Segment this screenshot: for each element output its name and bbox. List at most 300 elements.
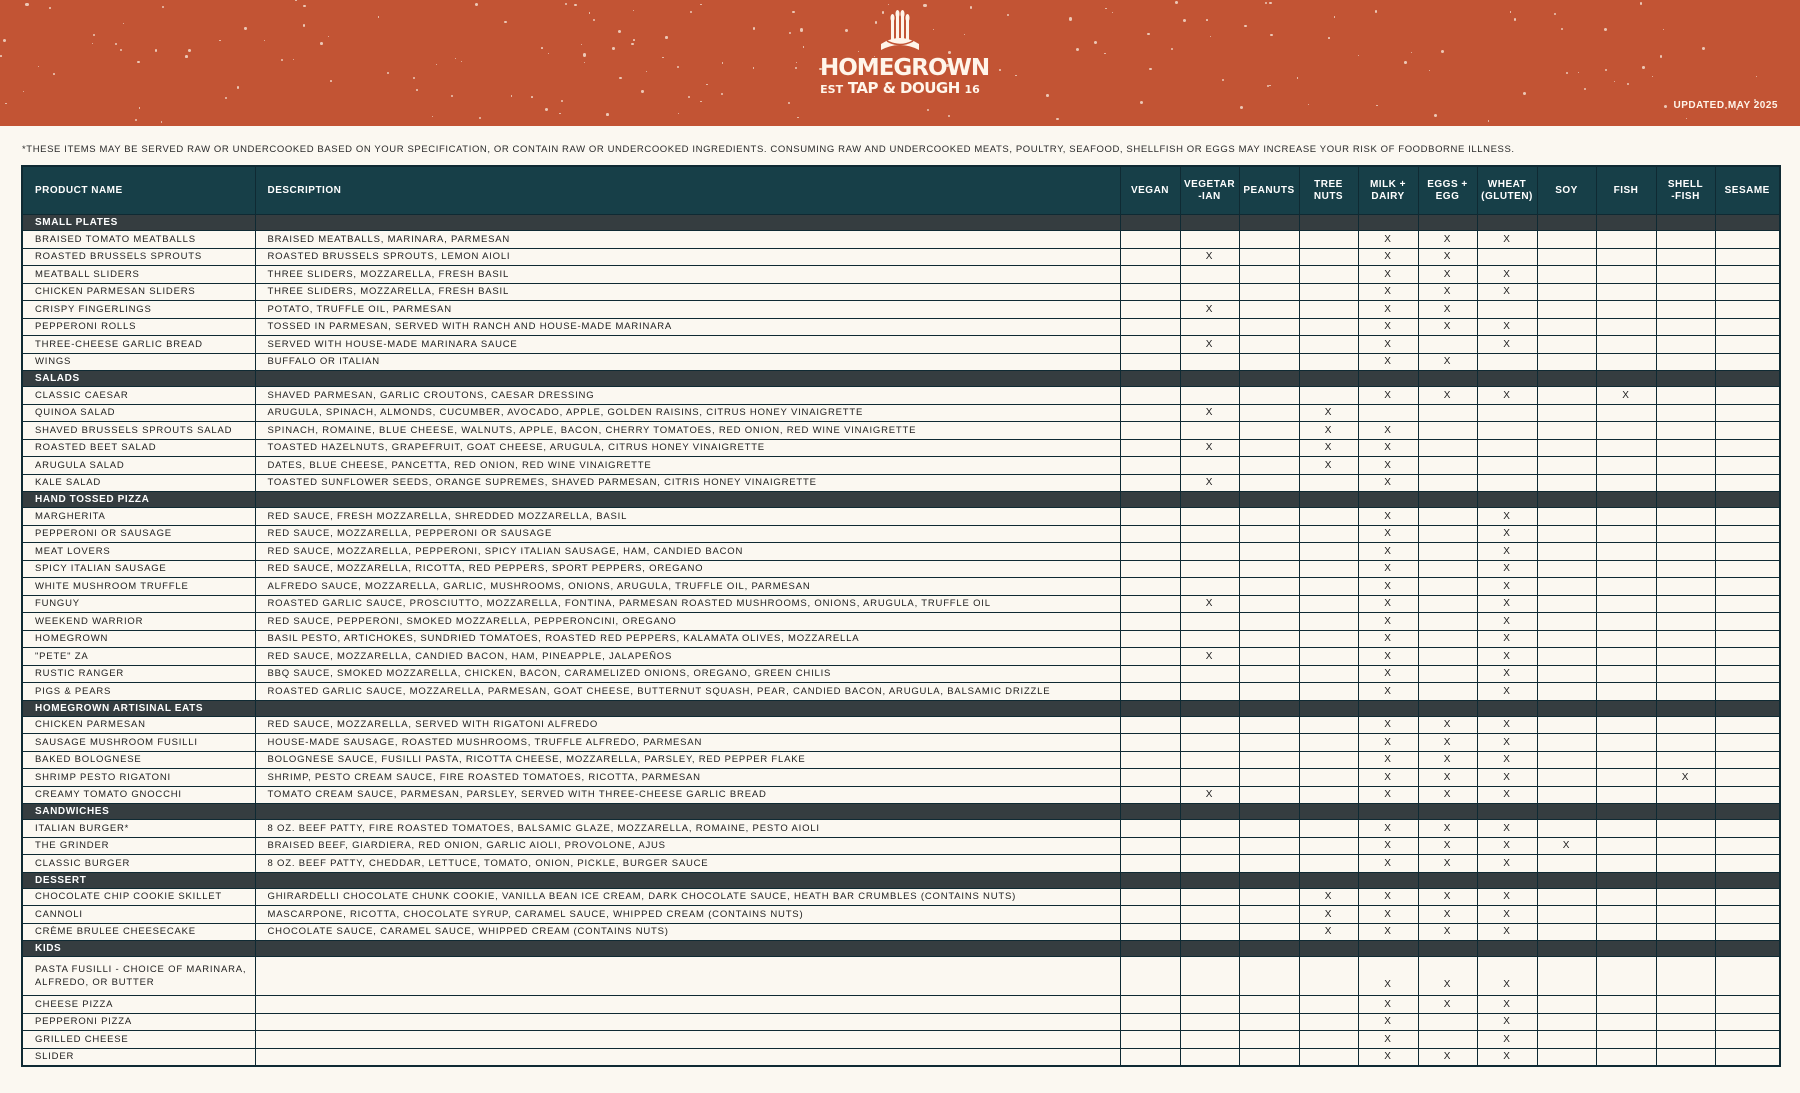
col-allergen — [1477, 166, 1537, 215]
allergen-cell — [1537, 525, 1596, 543]
allergen-cell — [1418, 855, 1477, 873]
table-row — [22, 613, 1780, 631]
section-cell — [1180, 371, 1239, 387]
product-description: RED SAUCE, MOZZARELLA, PEPPERONI OR SAUSAGE — [255, 525, 1120, 543]
header-speck — [1554, 13, 1556, 15]
allergen-cell — [1596, 923, 1656, 941]
allergen-cell — [1358, 996, 1418, 1014]
allergen-cell — [1418, 1013, 1477, 1031]
section-cell — [1596, 492, 1656, 508]
product-description: SERVED WITH HOUSE-MADE MARINARA SAUCE — [255, 336, 1120, 354]
col-description: DESCRIPTION — [255, 166, 1120, 215]
allergen-cell — [1715, 248, 1780, 266]
allergen-cell — [1418, 387, 1477, 405]
header-speck — [413, 77, 415, 79]
allergen-mark: X — [1205, 598, 1214, 610]
allergen-mark: X — [1503, 321, 1511, 333]
header-speck — [619, 77, 621, 79]
allergen-cell — [1239, 923, 1299, 941]
header-speck — [1269, 2, 1271, 4]
allergen-cell — [1715, 404, 1780, 422]
product-description — [255, 1048, 1120, 1066]
allergen-mark: X — [1384, 771, 1392, 783]
allergen-mark: X — [1324, 908, 1333, 920]
section-row — [22, 700, 1780, 716]
allergen-cell — [1180, 457, 1239, 475]
product-description — [255, 1013, 1120, 1031]
allergen-cell — [1358, 266, 1418, 284]
allergen-cell — [1477, 648, 1537, 666]
header-speck — [541, 47, 543, 49]
product-name: CHEESE PIZZA — [22, 996, 255, 1014]
product-description: ROASTED GARLIC SAUCE, PROSCIUTTO, MOZZARELLA, FONTINA, PARMESAN ROASTED MUSHROOMS, ONIONS, ARUGULA, TRUFFLE OIL — [255, 595, 1120, 613]
section-cell — [1537, 215, 1596, 231]
col-allergen-line2: -IAN — [1198, 190, 1221, 202]
col-allergen-line2: -FISH — [1671, 190, 1700, 202]
allergen-cell — [1358, 1013, 1418, 1031]
allergen-cell — [1656, 404, 1715, 422]
allergen-mark: X — [1443, 251, 1452, 263]
header-speck — [1297, 77, 1299, 79]
allergen-cell — [1596, 888, 1656, 906]
allergen-cell — [1180, 769, 1239, 787]
section-row — [22, 215, 1780, 231]
section-cell — [1537, 941, 1596, 957]
header-speck — [1686, 118, 1687, 119]
product-description: SPINACH, ROMAINE, BLUE CHEESE, WALNUTS, APPLE, BACON, CHERRY TOMATOES, RED ONION, RED WINE VINAIGRETTE — [255, 422, 1120, 440]
product-name: PEPPERONI PIZZA — [22, 1013, 255, 1031]
header-speck — [378, 16, 379, 17]
allergen-cell — [1418, 578, 1477, 596]
allergen-cell — [1120, 630, 1180, 648]
table-row — [22, 301, 1780, 319]
section-cell — [1299, 941, 1358, 957]
header-speck — [618, 30, 621, 33]
allergen-cell — [1537, 786, 1596, 804]
allergen-cell — [1418, 683, 1477, 701]
allergen-cell — [1418, 957, 1477, 996]
allergen-cell — [1477, 439, 1537, 457]
header-speck — [1222, 79, 1224, 81]
allergen-mark: X — [1384, 338, 1392, 350]
allergen-mark: X — [1384, 822, 1392, 834]
header-speck — [1175, 1, 1178, 4]
section-cell — [1120, 941, 1180, 957]
allergen-mark: X — [1503, 1016, 1511, 1028]
col-allergen-line2: (GLUTEN) — [1481, 190, 1533, 202]
allergen-cell — [1418, 1048, 1477, 1066]
allergen-cell — [1537, 906, 1596, 924]
section-title: HOMEGROWN ARTISINAL EATS — [22, 700, 255, 716]
allergen-cell — [1537, 888, 1596, 906]
allergen-mark: X — [1443, 979, 1452, 990]
allergen-cell — [1656, 595, 1715, 613]
section-cell — [255, 492, 1120, 508]
allergen-cell — [1418, 1031, 1477, 1049]
allergen-cell — [1537, 734, 1596, 752]
col-allergen — [1358, 166, 1418, 215]
product-name: THE GRINDER — [22, 837, 255, 855]
allergen-mark: X — [1443, 719, 1452, 731]
allergen-mark: X — [1503, 268, 1511, 280]
section-cell — [1358, 941, 1418, 957]
allergen-cell — [1656, 1048, 1715, 1066]
allergen-mark: X — [1443, 822, 1452, 834]
allergen-cell — [1180, 404, 1239, 422]
allergen-mark: X — [1503, 754, 1511, 766]
table-header-row — [22, 166, 1780, 215]
allergen-cell — [1537, 387, 1596, 405]
header-speck — [792, 11, 795, 14]
header-speck — [53, 73, 55, 75]
allergen-cell — [1596, 1048, 1656, 1066]
allergen-cell — [1715, 283, 1780, 301]
header-speck — [1076, 48, 1079, 51]
allergen-cell — [1715, 318, 1780, 336]
allergen-cell — [1358, 525, 1418, 543]
section-cell — [1299, 804, 1358, 820]
allergen-cell — [1358, 404, 1418, 422]
header-speck — [455, 58, 456, 59]
header-speck — [690, 11, 692, 13]
allergen-cell — [1477, 613, 1537, 631]
header-speck — [584, 62, 585, 63]
allergen-cell — [1477, 248, 1537, 266]
section-cell — [1656, 700, 1715, 716]
allergen-cell — [1120, 665, 1180, 683]
allergen-cell — [1537, 820, 1596, 838]
product-name: WHITE MUSHROOM TRUFFLE — [22, 578, 255, 596]
allergen-mark: X — [1503, 598, 1511, 610]
allergen-cell — [1537, 1048, 1596, 1066]
product-description: THREE SLIDERS, MOZZARELLA, FRESH BASIL — [255, 266, 1120, 284]
allergen-cell — [1477, 525, 1537, 543]
allergen-cell — [1656, 508, 1715, 526]
section-cell — [255, 215, 1120, 231]
allergen-cell — [1358, 353, 1418, 371]
allergen-cell — [1239, 595, 1299, 613]
allergen-cell — [1358, 786, 1418, 804]
allergen-cell — [1180, 301, 1239, 319]
allergen-cell — [1299, 996, 1358, 1014]
allergen-cell — [1180, 996, 1239, 1014]
allergen-cell — [1596, 248, 1656, 266]
allergen-cell — [1180, 665, 1239, 683]
product-name: THREE-CHEESE GARLIC BREAD — [22, 336, 255, 354]
allergen-cell — [1715, 474, 1780, 492]
allergen-cell — [1477, 996, 1537, 1014]
section-cell — [1180, 804, 1239, 820]
header-speck — [1627, 83, 1629, 85]
allergen-cell — [1656, 474, 1715, 492]
allergen-mark: X — [1443, 268, 1452, 280]
allergen-cell — [1418, 837, 1477, 855]
allergen-cell — [1596, 560, 1656, 578]
table-row — [22, 769, 1780, 787]
allergen-cell — [1537, 1031, 1596, 1049]
allergen-cell — [1120, 888, 1180, 906]
allergen-cell — [1358, 231, 1418, 249]
allergen-cell — [1418, 734, 1477, 752]
logo-year: 16 — [964, 83, 980, 96]
header-speck — [646, 71, 647, 72]
section-cell — [1299, 371, 1358, 387]
product-name: MARGHERITA — [22, 508, 255, 526]
allergen-mark: X — [1384, 528, 1392, 540]
allergen-cell — [1299, 336, 1358, 354]
header-speck — [633, 39, 635, 41]
allergen-cell — [1537, 543, 1596, 561]
section-cell — [1358, 215, 1418, 231]
allergen-mark: X — [1443, 1051, 1452, 1063]
section-cell — [1477, 804, 1537, 820]
allergen-cell — [1120, 751, 1180, 769]
table-row — [22, 855, 1780, 873]
header-speck — [1171, 48, 1173, 50]
section-cell — [1358, 700, 1418, 716]
section-cell — [1239, 700, 1299, 716]
allergen-cell — [1715, 422, 1780, 440]
header-speck — [795, 67, 797, 69]
allergen-cell — [1418, 786, 1477, 804]
allergen-cell — [1358, 508, 1418, 526]
header-speck — [706, 84, 707, 85]
allergen-cell — [1239, 525, 1299, 543]
allergen-cell — [1656, 957, 1715, 996]
allergen-cell — [1299, 769, 1358, 787]
allergen-cell — [1477, 906, 1537, 924]
section-cell — [1477, 872, 1537, 888]
allergen-cell — [1239, 751, 1299, 769]
allergen-cell — [1358, 837, 1418, 855]
allergen-cell — [1418, 630, 1477, 648]
allergen-cell — [1180, 508, 1239, 526]
allergen-cell — [1120, 318, 1180, 336]
allergen-cell — [1537, 474, 1596, 492]
allergen-mark: X — [1384, 908, 1392, 920]
allergen-cell — [1299, 923, 1358, 941]
allergen-cell — [1537, 595, 1596, 613]
section-cell — [1180, 492, 1239, 508]
allergen-cell — [1358, 336, 1418, 354]
table-row — [22, 336, 1780, 354]
allergen-cell — [1715, 716, 1780, 734]
product-name: PEPPERONI OR SAUSAGE — [22, 525, 255, 543]
allergen-mark: X — [1384, 598, 1392, 610]
allergen-cell — [1477, 457, 1537, 475]
allergen-cell — [1358, 474, 1418, 492]
table-row — [22, 578, 1780, 596]
section-cell — [1239, 941, 1299, 957]
allergen-cell — [1418, 820, 1477, 838]
allergen-cell — [1477, 508, 1537, 526]
table-row — [22, 439, 1780, 457]
allergen-cell — [1180, 855, 1239, 873]
allergen-cell — [1715, 543, 1780, 561]
header-speck — [3, 39, 6, 42]
section-cell — [1715, 215, 1780, 231]
header-speck — [120, 49, 123, 52]
allergen-cell — [1715, 457, 1780, 475]
header-speck — [631, 43, 634, 46]
allergen-cell — [1358, 665, 1418, 683]
allergen-cell — [1596, 996, 1656, 1014]
allergen-cell — [1418, 283, 1477, 301]
allergen-cell — [1418, 751, 1477, 769]
product-description: HOUSE-MADE SAUSAGE, ROASTED MUSHROOMS, TRUFFLE ALFREDO, PARMESAN — [255, 734, 1120, 752]
col-allergen — [1715, 166, 1780, 215]
header-speck — [1605, 69, 1607, 71]
product-description: 8 OZ. BEEF PATTY, FIRE ROASTED TOMATOES, BALSAMIC GLAZE, MOZZARELLA, ROMAINE, PESTO AIOLI — [255, 820, 1120, 838]
table-row — [22, 786, 1780, 804]
allergen-cell — [1656, 283, 1715, 301]
section-cell — [1358, 872, 1418, 888]
allergen-cell — [1299, 1013, 1358, 1031]
header-speck — [1514, 18, 1517, 21]
allergen-cell — [1180, 786, 1239, 804]
allergen-cell — [1656, 855, 1715, 873]
allergen-cell — [1299, 595, 1358, 613]
allergen-cell — [1596, 648, 1656, 666]
allergen-mark: X — [1384, 510, 1392, 522]
header-speck — [1149, 68, 1152, 71]
allergen-cell — [1418, 301, 1477, 319]
section-cell — [1299, 492, 1358, 508]
section-cell — [1477, 492, 1537, 508]
allergen-cell — [1596, 231, 1656, 249]
allergen-cell — [1656, 734, 1715, 752]
header-speck — [796, 62, 798, 64]
allergen-cell — [1477, 336, 1537, 354]
section-cell — [1596, 215, 1656, 231]
allergen-cell — [1537, 508, 1596, 526]
header-speck — [1015, 75, 1016, 76]
header-speck — [38, 66, 39, 67]
allergen-cell — [1715, 560, 1780, 578]
allergen-cell — [1656, 820, 1715, 838]
header-speck — [49, 7, 51, 9]
product-description: RED SAUCE, FRESH MOZZARELLA, SHREDDED MOZZARELLA, BASIL — [255, 508, 1120, 526]
allergen-cell — [1537, 318, 1596, 336]
header-speck — [1269, 85, 1270, 86]
allergen-cell — [1120, 525, 1180, 543]
allergen-cell — [1596, 630, 1656, 648]
allergen-cell — [1180, 543, 1239, 561]
allergen-cell — [1418, 457, 1477, 475]
header-speck — [1007, 14, 1009, 16]
product-name: SHRIMP PESTO RIGATONI — [22, 769, 255, 787]
allergen-cell — [1477, 595, 1537, 613]
allergen-mark: X — [1384, 286, 1392, 298]
allergen-cell — [1180, 336, 1239, 354]
section-cell — [1537, 804, 1596, 820]
allergen-cell — [1596, 683, 1656, 701]
header-speck — [753, 27, 755, 29]
header-speck — [1334, 16, 1336, 18]
section-title: SALADS — [22, 371, 255, 387]
allergen-cell — [1418, 474, 1477, 492]
header-speck — [677, 66, 679, 68]
allergen-cell — [1656, 578, 1715, 596]
product-name: RUSTIC RANGER — [22, 665, 255, 683]
allergen-cell — [1180, 751, 1239, 769]
allergen-cell — [1299, 457, 1358, 475]
allergen-cell — [1656, 906, 1715, 924]
header-speck — [788, 102, 790, 104]
allergen-mark: X — [1443, 736, 1452, 748]
allergen-mark: X — [1443, 754, 1452, 766]
allergen-mark: X — [1384, 477, 1392, 489]
product-description: TOASTED SUNFLOWER SEEDS, ORANGE SUPREMES, SHAVED PARMESAN, CITRIS HONEY VINAIGRETTE — [255, 474, 1120, 492]
col-allergen-line1: PEANUTS — [1243, 184, 1295, 196]
allergen-cell — [1120, 404, 1180, 422]
allergen-mark: X — [1443, 857, 1452, 869]
allergen-cell — [1596, 474, 1656, 492]
section-cell — [255, 804, 1120, 820]
allergen-cell — [1180, 630, 1239, 648]
allergen-cell — [1656, 630, 1715, 648]
product-name: BRAISED TOMATO MEATBALLS — [22, 231, 255, 249]
allergen-cell — [1180, 560, 1239, 578]
allergen-cell — [1358, 957, 1418, 996]
allergen-mark: X — [1503, 979, 1511, 990]
allergen-cell — [1180, 474, 1239, 492]
header-speck — [923, 4, 926, 7]
allergen-cell — [1120, 769, 1180, 787]
allergen-cell — [1596, 1031, 1656, 1049]
allergen-cell — [1715, 734, 1780, 752]
product-name: FUNGUY — [22, 595, 255, 613]
allergen-cell — [1120, 716, 1180, 734]
product-description: GHIRARDELLI CHOCOLATE CHUNK COOKIE, VANILLA BEAN ICE CREAM, DARK CHOCOLATE SAUCE, HEATH BAR CRUMBLES (CONTAINS NUTS) — [255, 888, 1120, 906]
allergen-cell — [1418, 595, 1477, 613]
allergen-cell — [1180, 906, 1239, 924]
allergen-cell — [1120, 457, 1180, 475]
product-description: RED SAUCE, MOZZARELLA, PEPPERONI, SPICY ITALIAN SAUSAGE, HAM, CANDIED BACON — [255, 543, 1120, 561]
allergen-mark: X — [1503, 650, 1511, 662]
allergen-cell — [1358, 820, 1418, 838]
product-name: CREAMY TOMATO GNOCCHI — [22, 786, 255, 804]
allergen-cell — [1715, 1048, 1780, 1066]
allergen-cell — [1358, 387, 1418, 405]
allergen-cell — [1358, 855, 1418, 873]
allergen-cell — [1656, 665, 1715, 683]
allergen-mark: X — [1384, 321, 1392, 333]
logo-subwordmark — [820, 80, 980, 98]
allergen-mark: X — [1384, 650, 1392, 662]
allergen-mark: X — [1384, 840, 1392, 852]
allergen-cell — [1299, 525, 1358, 543]
table-row — [22, 422, 1780, 440]
header-speck — [328, 36, 329, 37]
table-row — [22, 231, 1780, 249]
allergen-cell — [1477, 318, 1537, 336]
allergen-cell — [1180, 683, 1239, 701]
allergen-mark: X — [1503, 1033, 1511, 1045]
section-cell — [1477, 700, 1537, 716]
table-row — [22, 923, 1780, 941]
allergen-mark: X — [1205, 477, 1214, 489]
allergen-cell — [1715, 906, 1780, 924]
allergen-cell — [1656, 543, 1715, 561]
allergen-mark: X — [1384, 442, 1392, 454]
allergen-cell — [1537, 630, 1596, 648]
allergen-cell — [1537, 336, 1596, 354]
header-speck — [1308, 104, 1309, 105]
allergen-cell — [1239, 957, 1299, 996]
allergen-cell — [1239, 543, 1299, 561]
header-speck — [1046, 94, 1049, 97]
